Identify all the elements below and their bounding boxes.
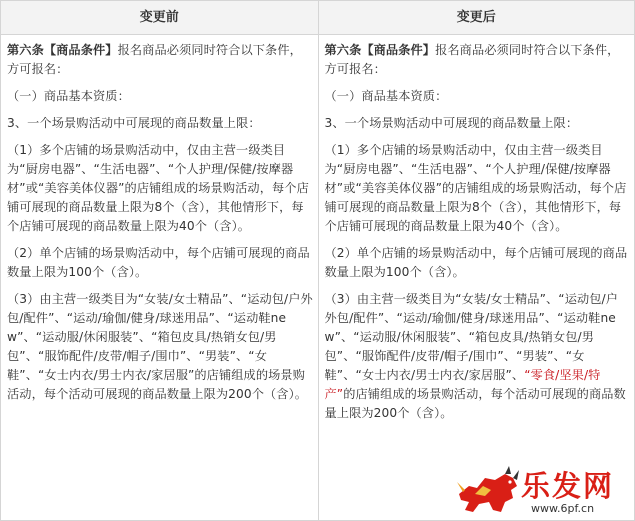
before-article-label: 第六条【商品条件】: [7, 43, 118, 57]
after-clause-1: （1）多个店铺的场景购活动中，仅由主营一级类目为“厨房电器”、“生活电器”、“个人护理/保健/按摩器材”或“美容美体仪器”的店铺组成的场景购活动，每个店铺可展现的商品数量上限为8个（含），其他情形下，每个店铺可展现的商品数量上限为40个（含）。: [324, 143, 627, 233]
before-item-3: 3、一个场景购活动中可展现的商品数量上限：: [7, 116, 261, 130]
before-clause-2: （2）单个店铺的场景购活动中，每个店铺可展现的商品数量上限为100个（含）。: [7, 246, 310, 279]
after-column: [318, 35, 635, 520]
bull-logo-icon: [455, 464, 521, 516]
after-clause-3-added-category: “零食/坚果/特产”: [324, 368, 601, 401]
before-clause-1: （1）多个店铺的场景购活动中，仅由主营一级类目为“厨房电器”、“生活电器”、“个人护理/保健/按摩器材”或“美容美体仪器”的店铺组成的场景购活动，每个店铺可展现的商品数量上限为8个（含），其他情形下，每个店铺可展现的商品数量上限为40个（含）。: [7, 143, 309, 233]
after-clause-3-text-b: 的店铺组成的场景购活动，每个活动可展现的商品数量上限为200个（含）。: [324, 387, 626, 420]
after-clause-2: （2）单个店铺的场景购活动中，每个店铺可展现的商品数量上限为100个（含）。: [324, 246, 628, 279]
after-clause-3: [325, 290, 631, 423]
header-before: 变更前: [139, 10, 179, 25]
after-section-heading: （一）商品基本资质：: [324, 89, 448, 103]
after-clause-3-text-a: （3）由主营一级类目为“女装/女士精品”、“运动包/户外包/配件”、“运动/瑜伽/健身/球迷用品”、“运动鞋new”、“运动服/休闲服装”、“箱包皮具/热销女包/男包”、“服饰配件/皮带/帽子/围巾”、“男装”、“女鞋”、“女士内衣/男士内衣/家居服”、: [324, 292, 619, 382]
after-article-label: 第六条【商品条件】: [324, 43, 436, 57]
header-after: 变更后: [318, 1, 635, 34]
after-article-title: [325, 41, 631, 79]
watermark-brand: 乐发网: [521, 469, 615, 503]
table-header: [1, 1, 634, 35]
watermark-url: www.6pf.cn: [531, 502, 595, 515]
before-clause-3: （3）由主营一级类目为“女装/女士精品”、“运动包/户外包/配件”、“运动/瑜伽/健身/球迷用品”、“运动鞋new”、“运动服/休闲服装”、“箱包皮具/热销女包/男包”、“服饰配件/皮带/帽子/围巾”、“男装”、“女鞋”、“女士内衣/男士内衣/家居服”的店铺组成的场景购活动，每个活动可展现的商品数量上限为200个（含）。: [7, 292, 313, 401]
after-article-text: 报名商品必须同时符合以下条件，方可报名：: [324, 43, 620, 76]
before-article-text: 报名商品必须同时符合以下条件，方可报名：: [7, 43, 302, 76]
after-item-3: 3、一个场景购活动中可展现的商品数量上限：: [324, 116, 579, 130]
watermark-logo: [455, 462, 633, 520]
before-section-heading: （一）商品基本资质：: [7, 89, 130, 103]
before-article-title: [7, 41, 314, 79]
before-column: [1, 35, 318, 520]
table-body: [1, 35, 634, 520]
